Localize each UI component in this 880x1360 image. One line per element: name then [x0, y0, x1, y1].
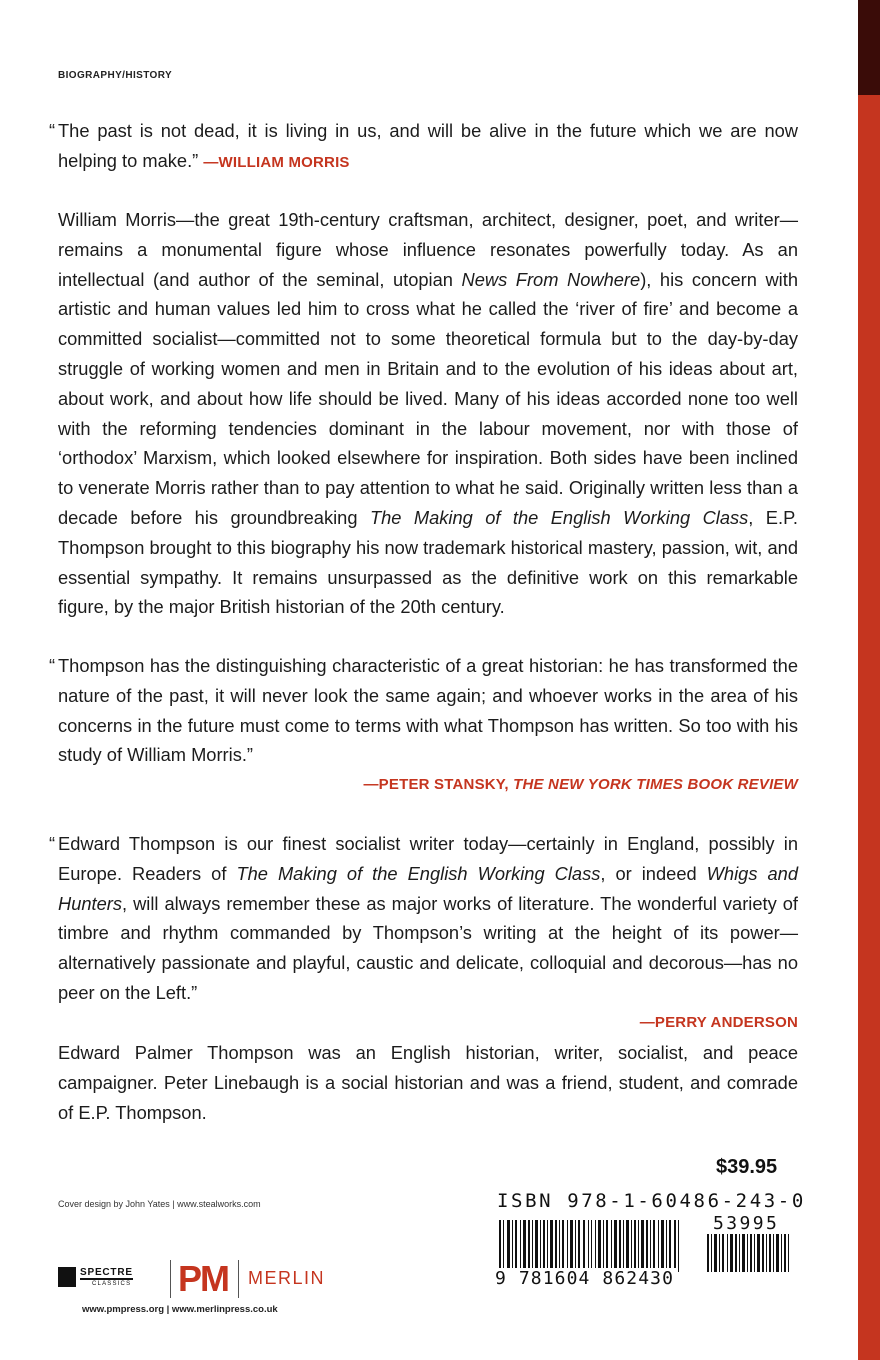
anderson-quote — [49, 829, 798, 1038]
merlin-logo: MERLIN — [248, 1268, 326, 1288]
blurb-text-1: William Morris—the great 19th-century craftsman, architect, designer, poet, and writer—remains a monumental figure whose influence resonates powerfully today. As an intellectual (and author of the seminal, utopian — [58, 209, 798, 290]
category-label: BIOGRAPHY/HISTORY — [58, 70, 173, 81]
blurb-text-3: , E.P. Thompson brought to this biography his now trademark historical mastery, passion, wit, and essential sympathy. It remains unsurpassed as the definitive work on this remarkable figure, by the major British historian of the 20th century. — [58, 506, 798, 618]
epigraph-text: The past is not dead, it is living in us, and will be alive in the future which we are now helping to make.” — [58, 120, 798, 171]
blurb-paragraph — [58, 205, 798, 622]
anderson-title-making: The Making of the English Working Class — [236, 862, 601, 884]
stansky-source: THE NEW YORK TIMES BOOK REVIEW — [513, 776, 798, 794]
anderson-title-whigs: Whigs and Hunters — [58, 862, 798, 914]
author-bio: Edward Palmer Thompson was an English historian, writer, socialist, and peace campaigner. Peter Linebaugh is a social historian and was a friend, student, and comrade of E.P. Thompson. — [58, 1042, 798, 1123]
barcode-addon-digits: 53995 — [713, 1213, 780, 1234]
publisher-logos — [58, 1258, 348, 1302]
pm-press-logo: PM — [178, 1258, 228, 1299]
logo-divider — [238, 1260, 239, 1298]
barcode-digits: 9 781604 862430 — [492, 1268, 677, 1289]
anderson-text-3: , will always remember these as major works of literature. The wonderful variety of timbre and rhythm commanded by Thompson’s writing at the height of its power—alternatively passionate and playful, caustic and delicate, colloquial and decorous—has no peer on the Left.” — [58, 892, 798, 1003]
stansky-quote-text: Thompson has the distinguishing characteristic of a great historian: he has transformed the nature of the past, it will never look the same again; and whoever works in the area of his concerns in the future must come to terms with what Thompson has written. So too with his study of William Morris.” — [58, 655, 798, 766]
isbn-text: ISBN 978-1-60486-243-0 — [497, 1190, 806, 1212]
open-quote-mark: “ — [49, 120, 56, 141]
spine-red-band — [858, 95, 880, 1360]
blurb-text-2: ), his concern with artistic and human values led him to cross what he called the ‘river of fire’ and become a committed socialist—committed not to some theoretical formula but to the day-by-day struggle of working women and men in Britain and to the evolution of his ideas about art, about work, and about how life should be lived. Many of his ideas accorded none too well with the reforming tendencies dominant in the labour movement, nor with those of ‘orthodox’ Marxism, which looked elsewhere for inspiration. Both sides have been inclined to venerate Morris rather than to pay attention to what he said. Originally written less than a decade before his groundbreaking — [58, 268, 798, 528]
blurb-title-making: The Making of the English Working Class — [369, 506, 749, 528]
spectre-classics-text: CLASSICS — [92, 1281, 132, 1287]
price: $39.95 — [716, 1156, 778, 1178]
anderson-attribution: —PERRY ANDERSON — [639, 1013, 798, 1031]
spectre-logo-block — [58, 1267, 76, 1287]
stansky-name: —PETER STANSKY, — [363, 776, 514, 794]
anderson-text-2: , or indeed — [600, 862, 707, 884]
cover-design-credit: Cover design by John Yates | www.stealworks.com — [58, 1199, 261, 1209]
open-quote-mark: “ — [49, 833, 56, 854]
spectre-logo-text: SPECTRE — [80, 1267, 133, 1278]
publisher-urls: www.pmpress.org | www.merlinpress.co.uk — [82, 1304, 278, 1315]
epigraph-attribution: —WILLIAM MORRIS — [203, 153, 350, 171]
epigraph-quote — [49, 116, 798, 178]
blurb-title-news-from-nowhere: News From Nowhere — [461, 268, 641, 290]
stansky-quote — [49, 651, 798, 800]
stansky-attribution — [58, 770, 798, 800]
open-quote-mark: “ — [49, 655, 56, 676]
spine-top-band — [858, 0, 880, 95]
anderson-text-1: Edward Thompson is our finest socialist writer today—certainly in England, possibly in Europe. Readers of — [58, 833, 798, 884]
logo-divider — [170, 1260, 171, 1298]
